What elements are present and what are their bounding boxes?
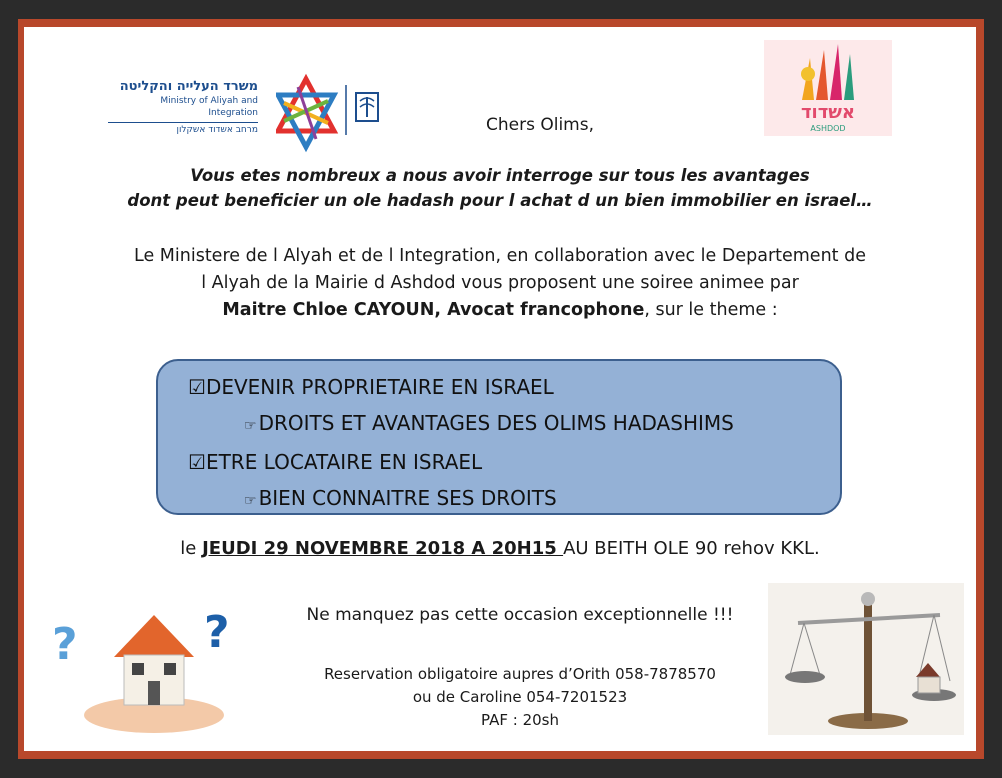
ministry-logo xyxy=(108,73,398,153)
event-details xyxy=(24,538,976,559)
subtopic-label: BIEN CONNAITRE SES DROITS xyxy=(258,486,557,510)
body-paragraph xyxy=(24,243,976,324)
pointing-hand-icon: ☞ xyxy=(244,418,257,434)
topic-item xyxy=(188,444,840,480)
ashdod-name-hebrew: אשדוד xyxy=(800,102,856,123)
intro-paragraph xyxy=(24,163,976,213)
reservation-line: Reservation obligatoire aupres d’Orith 058-7878570 xyxy=(324,665,716,683)
checkbox-icon: ☑ xyxy=(188,450,206,474)
topic-label: DEVENIR PROPRIETAIRE EN ISRAEL xyxy=(205,375,554,399)
price-line: PAF : 20sh xyxy=(481,711,559,729)
topic-item xyxy=(188,369,840,405)
ministry-star-emblem-icon xyxy=(276,73,396,153)
topics-box xyxy=(156,359,842,515)
body-line: l Alyah de la Mairie d Ashdod vous proposent une soiree animee par xyxy=(201,273,799,293)
checkbox-icon: ☑ xyxy=(188,375,206,399)
greeting: Chers Olims, xyxy=(485,115,594,135)
theme-intro: , sur le theme : xyxy=(644,300,778,320)
justice-scale-image xyxy=(768,583,964,735)
reservation-line: ou de Caroline 054-7201523 xyxy=(412,688,628,706)
topic-label: ETRE LOCATAIRE EN ISRAEL xyxy=(205,450,483,474)
event-place: AU BEITH OLE 90 rehov KKL. xyxy=(563,538,820,559)
ministry-name-english: Ministry of Aliyah and Integration xyxy=(108,95,258,123)
ministry-name-hebrew: משרד העלייה והקליטה xyxy=(119,79,258,94)
ashdod-sails-icon xyxy=(764,40,892,104)
subtopic-item xyxy=(188,480,840,519)
intro-line: Vous etes nombreux a nous avoir interroge sur tous les avantages xyxy=(190,166,810,185)
speaker-name: Maitre Chloe CAYOUN, Avocat francophone xyxy=(222,300,645,320)
pointing-hand-icon: ☞ xyxy=(244,493,257,509)
svg-text:?: ? xyxy=(204,607,230,658)
poster-sheet xyxy=(24,27,976,751)
call-to-action: Ne manquez pas cette occasion exceptionnelle !!! xyxy=(306,605,734,625)
subtopic-label: DROITS ET AVANTAGES DES OLIMS HADASHIMS xyxy=(258,411,734,435)
subtopic-item xyxy=(188,405,840,444)
event-date: JEUDI 29 NOVEMBRE 2018 A 20H15 xyxy=(202,538,564,559)
intro-line: dont peut beneficier un ole hadash pour l achat d un bien immobilier en israel… xyxy=(127,191,873,210)
svg-text:?: ? xyxy=(52,619,78,670)
scale-house-icon xyxy=(768,583,964,735)
event-prefix: le xyxy=(180,538,203,559)
ministry-region: מרחב אשדוד אשקלון xyxy=(176,125,258,135)
speaker-line xyxy=(24,297,976,324)
body-line: Le Ministere de l Alyah et de l Integration, en collaboration avec le Departement de xyxy=(134,246,866,266)
ashdod-name-english: ASHDOD xyxy=(810,124,846,133)
